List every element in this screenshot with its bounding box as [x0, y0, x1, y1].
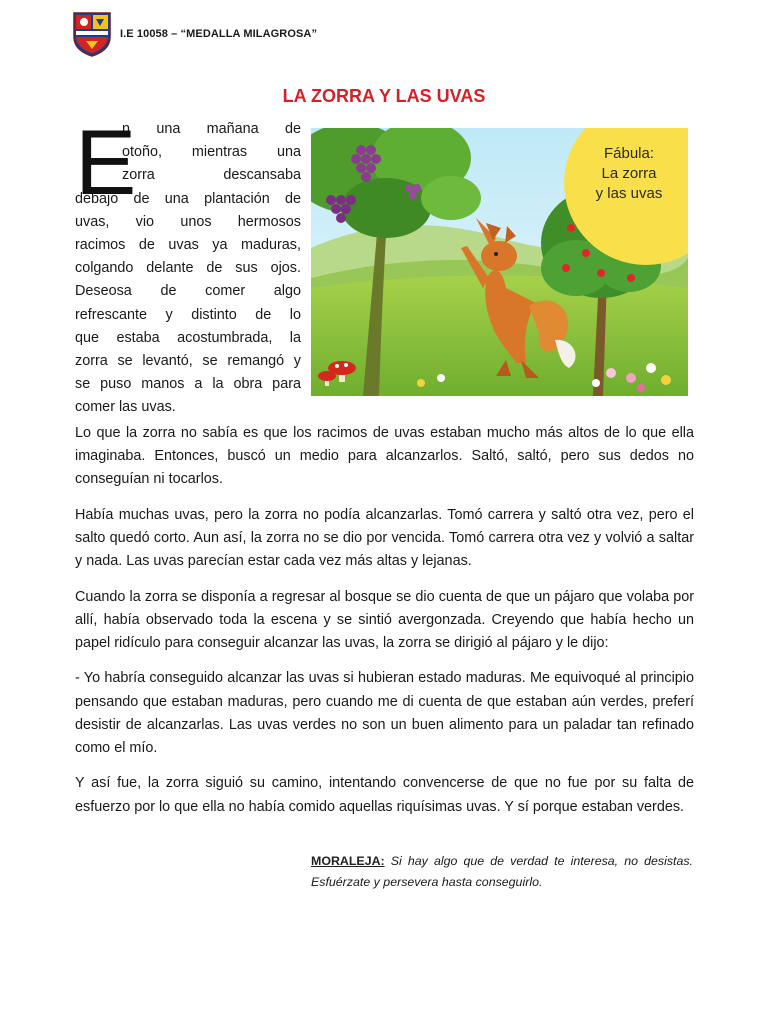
story-paragraph: - Yo habría conseguido alcanzar las uvas si hubieran estado maduras. Me equivoqué al principio pensando que estaban maduras, pero cuando me di cuenta de que estaban aún verdes, preferí desistir de alcanzarlas. Las uvas verdes no son un buen alimento para un paladar tan refinado como el mío. — [75, 670, 694, 756]
intro-line: Deseosa de comer algo — [75, 283, 301, 300]
story-paragraph: Cuando la zorra se disponía a regresar al bosque se dio cuenta de que un pájaro que volaba por allí, había observado toda la escena y se sintió avergonzada. Creyendo que había hecho un papel ridículo para conseguir alcanzar las uvas, la zorra se dirigió al pájaro y le dijo: — [75, 588, 694, 651]
school-crest-icon — [72, 11, 112, 57]
intro-line: refrescante y distinto de lo — [75, 306, 301, 323]
intro-line: que estaba acostumbrada, la — [75, 329, 301, 346]
intro-line: zorra se levantó, se remangó y — [75, 352, 301, 369]
story-paragraph: Había muchas uvas, pero la zorra no podía alcanzarlas. Tomó carrera y saltó otra vez, pero el salto quedó corto. Aun así, la zorra no se dio por vencida. Tomó carrera otra vez y volvió a saltar y nada. Las uvas parecían estar cada vez más altas y lejanas. — [75, 506, 694, 570]
intro-line: racimos de uvas ya maduras, — [75, 236, 301, 253]
fable-illustration — [311, 128, 688, 396]
intro-line: se puso manos a la obra para — [75, 376, 301, 393]
intro-line: uvas, vio unos hermosos — [75, 213, 301, 230]
story-paragraph: Lo que la zorra no sabía es que los racimos de uvas estaban mucho más altos de lo que ella imaginaba. Entonces, buscó un medio para alcanzarlos. Saltó, saltó, pero sus dedos no conseguían ni tocarlos. — [75, 425, 694, 488]
intro-line: colgando delante de sus ojos. — [75, 260, 301, 277]
story-paragraph: Y así fue, la zorra siguió su camino, intentando convencerse de que no fue por su falta de esfuerzo por lo que ella no había comido aquellas riquísimas uvas. Y sí porque estaban verdes. — [75, 775, 694, 815]
badge-line-1: Fábula: — [603, 145, 655, 162]
school-name: I.E 10058 – “MEDALLA MILAGROSA” — [120, 28, 318, 40]
intro-paragraph — [75, 112, 301, 419]
intro-line: otoño, mientras una — [122, 144, 301, 161]
moral-text: Si hay algo que de verdad te interesa, no desistas. Esfuérzate y persevera hasta conseguirlo. — [311, 854, 693, 889]
intro-line: zorra descansaba — [122, 167, 301, 184]
moral-block — [311, 851, 693, 893]
page-title: LA ZORRA Y LAS UVAS — [282, 86, 486, 106]
badge-line-3: y las uvas — [595, 185, 663, 202]
intro-line: debajo de una plantación de — [75, 190, 301, 207]
moral-label: MORALEJA: — [311, 854, 385, 868]
intro-line: comer las uvas. — [75, 399, 176, 416]
drop-cap: E — [75, 112, 137, 214]
intro-line: n una mañana de — [122, 121, 301, 137]
fox-and-grapes-image — [311, 128, 688, 396]
badge-line-2: La zorra — [601, 165, 657, 182]
story-body — [75, 422, 694, 831]
document-header — [72, 10, 317, 58]
